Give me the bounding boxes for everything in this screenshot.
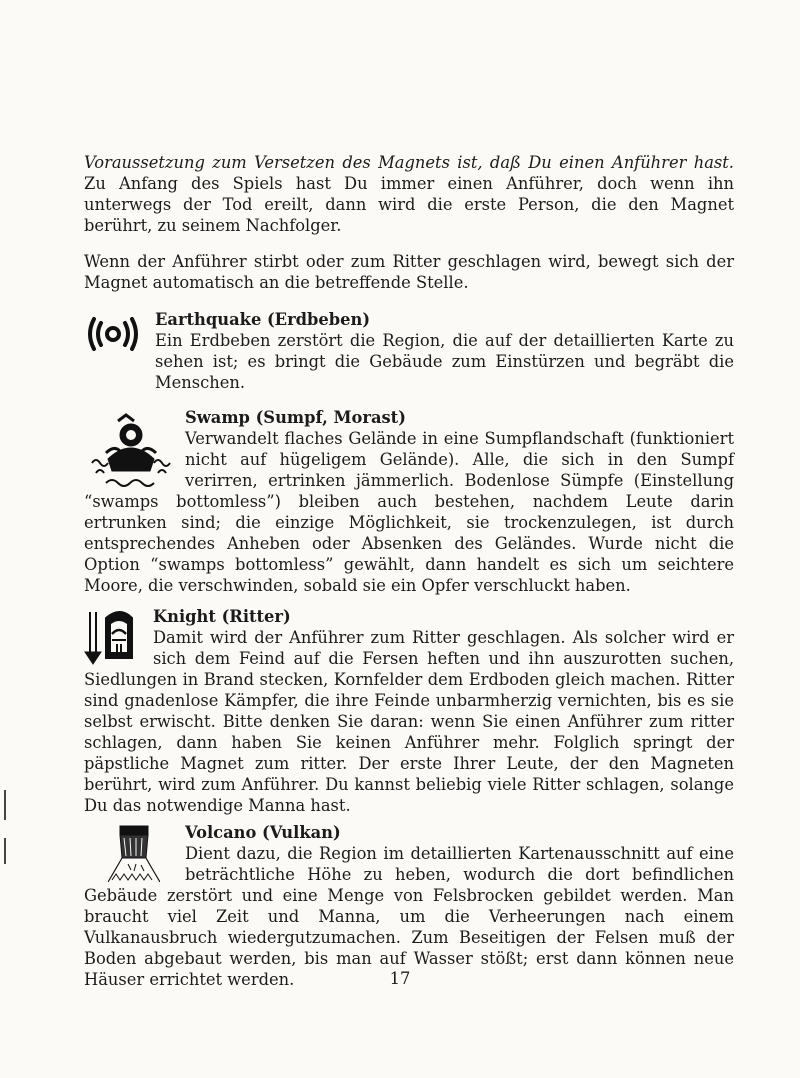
knight-body: Damit wird der Anführer zum Ritter geschlagen. Als solcher wird er sich dem Feind auf die Fersen heften und ihn auszurotten suchen, Siedlungen in Brand stecken, Kornfelder dem Erdboden gleich machen. Ritter sind gnadenlose Kämpfer, die ihre Feinde unbarmherzig vernichten, bis es sie selbst erwischt. Bitte denken Sie daran: wenn Sie einen Anführer zum ritter schlagen, dann haben Sie keinen Anführer mehr. Folglich springt der päpstliche Magnet zum ritter. Der erste Ihrer Leute, der den Magneten berührt, wird zum Anführer. Du kannst beliebig viele Ritter schlagen, solange Du das notwendige Manna hast. [84,628,734,815]
knight-title: Knight (Ritter) [153,607,291,626]
margin-mark [4,838,6,864]
section-swamp [84,407,734,595]
margin-mark [4,790,6,820]
earthquake-body: Ein Erdbeben zerstört die Region, die auf der detaillierten Karte zu sehen ist; es bringt die Gebäude zum Einstürzen und begräbt die Menschen. [155,331,734,392]
intro-paragraph-1 [84,152,734,236]
volcano-body: Dient dazu, die Region im detaillierten Kartenausschnitt auf eine beträchtliche Höhe zu heben, wodurch die dort befindlichen Gebäude zerstört und eine Menge von Felsbrocken gebildet werden. Man braucht viel Zeit und Manna, um die Verheerungen nach einem Vulkanausbruch wiedergutzumachen. Zum Beseitigen der Felsen muß der Boden abgebaut werden, bis man auf Wasser stößt; erst dann können neue Häuser errichtet werden. [84,844,734,989]
volcano-title: Volcano (Vulkan) [185,823,341,842]
page-number: 17 [389,969,411,988]
knight-text [84,606,734,816]
swamp-text [84,407,734,596]
volcano-text [84,822,734,990]
earthquake-title: Earthquake (Erdbeben) [155,310,371,329]
intro-text: Zu Anfang des Spiels hast Du immer einen Anführer, doch wenn ihn unterwegs der Tod ereilt, dann wird die erste Person, die den Magnet berührt, zu seinem Nachfolger. [84,174,734,235]
section-knight [84,606,734,815]
intro-italic-text: Voraussetzung zum Versetzen des Magnets ist, daß Du einen Anführer hast. [84,153,734,172]
intro-paragraph-2: Wenn der Anführer stirbt oder zum Ritter geschlagen wird, bewegt sich der Magnet automatisch an die betreffende Stelle. [84,252,734,292]
swamp-title: Swamp (Sumpf, Morast) [185,408,406,427]
swamp-body: Verwandelt flaches Gelände in eine Sumpflandschaft (funktioniert nicht auf hügeligem Gelände). Alle, die sich in den Sumpf verirren, ertrinken jämmerlich. Bodenlose Sümpfe (Einstellung “swamps bottomless”) bleiben auch bestehen, nachdem Leute darin ertrunken sind; die einzige Möglichkeit, sie trockenzulegen, ist durch entsprechendes Anheben oder Absenken des Geländes. Wurde nicht die Option “swamps bottomless” gewählt, dann handelt es sich um seichtere Moore, die verschwinden, sobald sie ein Opfer verschluckt haben. [84,429,734,595]
earthquake-icon [84,313,142,355]
section-earthquake [84,309,734,393]
